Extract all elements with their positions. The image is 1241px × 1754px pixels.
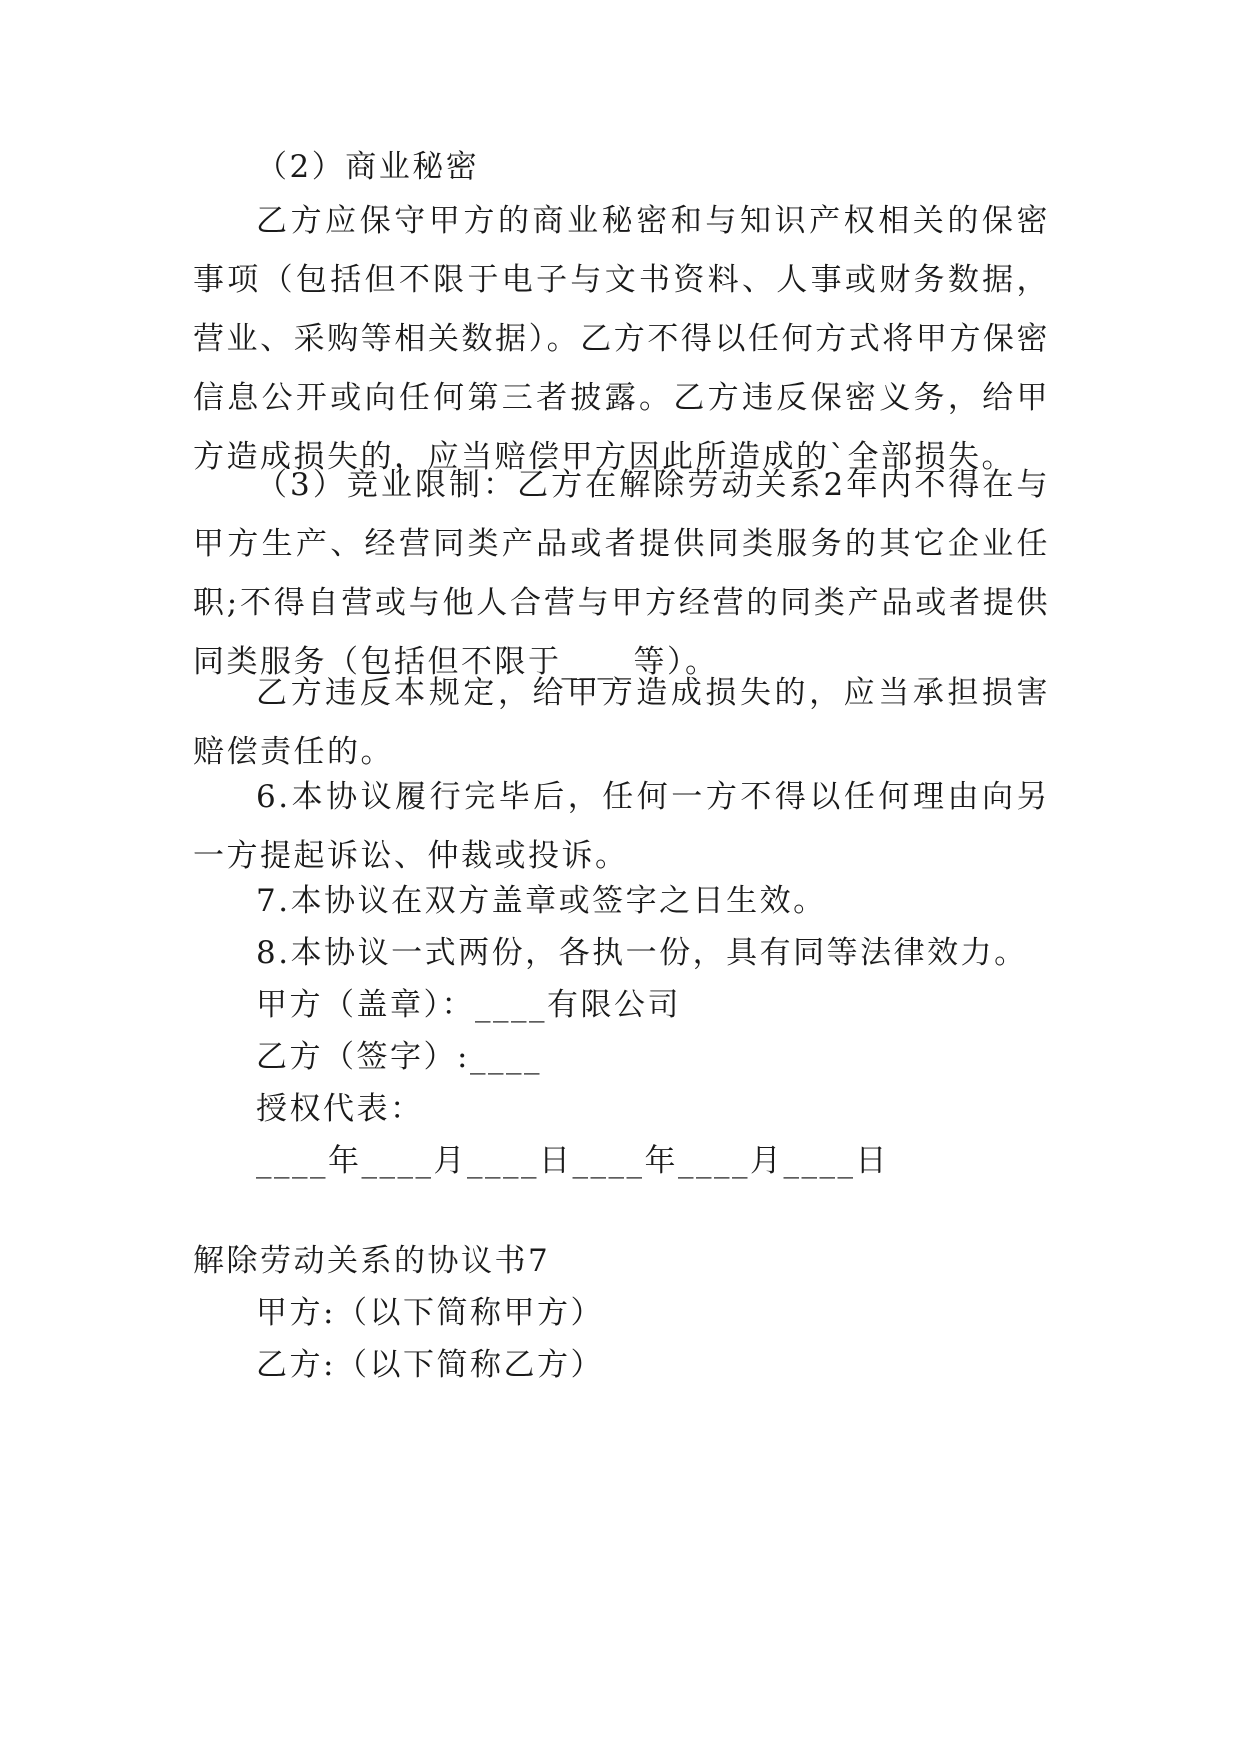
next-party-b: 乙方:（以下简称乙方） [256, 1347, 604, 1383]
non-compete-paragraph: （3）竞业限制：乙方在解除劳动关系2年内不得在与甲方生产、经营同类产品或者提供同类服务的其它企业任职;不得自营或与他人合营与甲方经营的同类产品或者提供同类服务（包括但不限于____等）。 [193, 467, 1050, 680]
breach-paragraph: 乙方违反本规定，给甲方造成损失的，应当承担损害赔偿责任的。 [193, 675, 1050, 770]
date-line: ____年____月____日____年____月____日 [256, 1143, 889, 1179]
clause-8: 8.本协议一式两份，各执一份，具有同等法律效力。 [256, 935, 1028, 971]
trade-secret-paragraph: 乙方应保守甲方的商业秘密和与知识产权相关的保密事项（包括但不限于电子与文书资料、人事或财务数据，营业、采购等相关数据）。乙方不得以任何方式将甲方保密信息公开或向任何第三者披露。乙方违反保密义务，给甲方造成损失的，应当赔偿甲方因此所造成的`全部损失。 [193, 203, 1050, 475]
party-a-seal-line: 甲方（盖章）：____有限公司 [256, 987, 681, 1023]
next-agreement-title: 解除劳动关系的协议书7 [193, 1243, 551, 1279]
clause-7: 7.本协议在双方盖章或签字之日生效。 [256, 883, 827, 919]
next-party-a: 甲方:（以下简称甲方） [256, 1295, 604, 1331]
section-heading-trade-secret: （2）商业秘密 [256, 149, 480, 185]
authorized-rep-line: 授权代表： [256, 1091, 424, 1127]
party-b-sign-line: 乙方（签字）:____ [256, 1039, 542, 1075]
clause-6: 6.本协议履行完毕后，任何一方不得以任何理由向另一方提起诉讼、仲裁或投诉。 [193, 779, 1050, 874]
